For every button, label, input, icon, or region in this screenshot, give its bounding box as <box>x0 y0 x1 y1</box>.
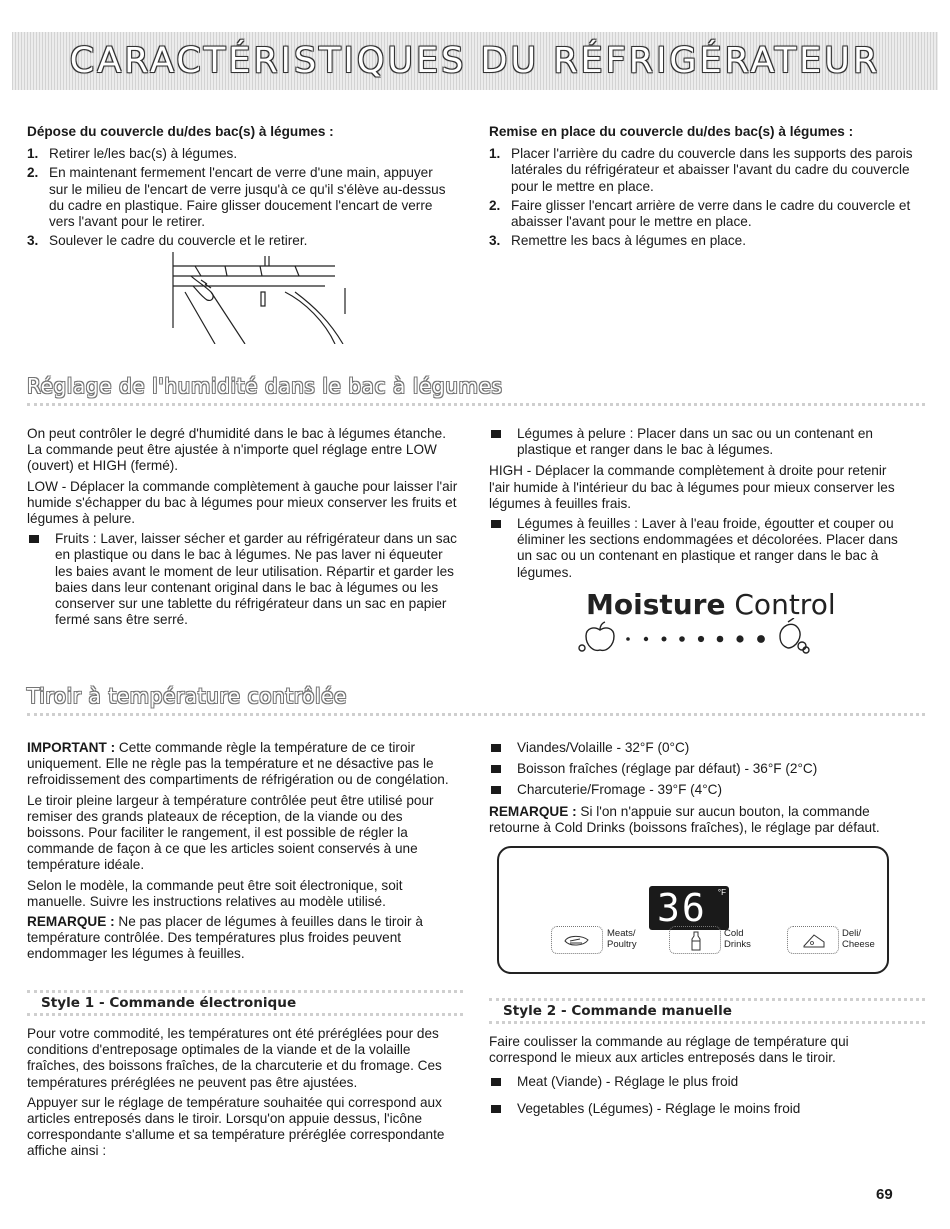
drawer-section-header <box>27 684 925 716</box>
page-number: 69 <box>876 1186 893 1203</box>
bullet-icon <box>491 520 501 528</box>
list-item: Viandes/Volaille - 32°F (0°C) <box>489 740 899 756</box>
moisture-level-dots <box>626 635 765 643</box>
bullet-icon <box>491 786 501 794</box>
replace-cover-heading: Remise en place du couvercle du/des bac(s) à légumes : <box>489 124 854 139</box>
drawer-title: Tiroir à température contrôlée <box>27 684 347 708</box>
humidity-section-header <box>27 374 925 406</box>
cheese-icon <box>802 932 826 950</box>
meats-poultry-label: Meats/ Poultry <box>607 928 637 950</box>
list-item: Meat (Viande) - Réglage le plus froid <box>489 1074 899 1090</box>
bullet-icon <box>29 535 39 543</box>
style2-body <box>489 1034 899 1122</box>
step-item: 3. Soulever le cadre du couvercle et le retirer. <box>27 233 308 249</box>
deli-cheese-label: Deli/ Cheese <box>842 928 875 950</box>
remove-steps <box>27 146 447 249</box>
humidity-fruits-list <box>27 531 463 628</box>
step-item: 1. Retirer le/les bac(s) à légumes. <box>27 146 238 162</box>
cold-drinks-label: Cold Drinks <box>724 928 751 950</box>
drawer-right-column <box>489 740 899 840</box>
bullet-icon <box>491 744 501 752</box>
list-item: Boisson fraîches (réglage par défaut) - 36°F (2°C) <box>489 761 899 777</box>
drawer-default-remark: REMARQUE : Si l'on n'appuie sur aucun bouton, la commande retourne à Cold Drinks (boissons fraîches), le réglage par défaut. <box>489 803 880 835</box>
humidity-right-column <box>489 426 899 586</box>
humidity-high: HIGH - Déplacer la commande complètement à droite pour retenir l'air humide à l'intérieur du bac à légumes pour mieux conserver les légumes à feuilles frais. <box>489 463 895 511</box>
bullet-icon <box>491 1078 501 1086</box>
apple-icon <box>579 622 614 651</box>
drawer-important: IMPORTANT : Cette commande règle la température de ce tiroir uniquement. Elle ne règle pas la température et ne désactive pas le refroidissement des compartiments de réfrigération ou de congélation. <box>27 740 449 788</box>
bullet-icon <box>491 430 501 438</box>
temperature-display: 36 °F <box>649 886 729 930</box>
moisture-control-slider[interactable] <box>574 618 820 656</box>
step-item: 1. Placer l'arrière du cadre du couvercle dans les supports des parois latérales du réfrigérateur et abaisser l'avant du cadre du couvercle pour le mettre en place. <box>489 146 913 194</box>
style2-header: Style 2 - Commande manuelle <box>489 998 925 1024</box>
list-item: Légumes à feuilles : Laver à l'eau froide, égoutter et couper ou éliminer les sections endommagées et décolorées. Placer dans un sac ou un contenant en plastique et ranger dans le bac à légumes. <box>489 516 899 581</box>
humidity-title: Réglage de l'humidité dans le bac à légumes <box>27 374 503 398</box>
bullet-icon <box>491 765 501 773</box>
banner-title: CARACTÉRISTIQUES DU RÉFRIGÉRATEUR <box>69 41 881 81</box>
humidity-intro: On peut contrôler le degré d'humidité dans le bac à légumes étanche. La commande peut être ajustée à n'importe quel réglage entre LOW (ouvert) et HIGH (fermé). <box>27 426 446 474</box>
humidity-low: LOW - Déplacer la commande complètement à gauche pour laisser l'air humide s'échapper du bac à légumes pour mieux conserver les fruits et légumes à pelure. <box>27 478 458 527</box>
drawer-settings-list <box>489 740 899 799</box>
list-item: Légumes à pelure : Placer dans un sac ou un contenant en plastique et ranger dans le bac à légumes. <box>489 426 899 458</box>
replace-steps <box>489 146 919 249</box>
vegetable-icon <box>780 618 809 653</box>
bullet-icon <box>491 1105 501 1113</box>
meats-poultry-button[interactable] <box>551 926 603 954</box>
drawer-left-column <box>27 740 463 967</box>
electronic-control-panel <box>497 846 889 974</box>
style1-header: Style 1 - Commande électronique <box>27 990 463 1016</box>
crisper-cover-illustration <box>165 252 365 344</box>
replace-cover-section <box>489 124 919 252</box>
step-item: 2. En maintenant fermement l'encart de verre d'une main, appuyer sur le milieu de l'encart de verre jusqu'à ce qu'il s'élève au-dessus du cadre en plastique. Faire glisser doucement l'encart de verre vers l'avant pour le retirer. <box>27 165 446 230</box>
list-item: Fruits : Laver, laisser sécher et garder au réfrigérateur dans un sac en plastique ou dans le bac à légumes. Ne pas laver ni équeuter les baies avant le moment de leur utilisation. Répartir et garder les baies dans leur contenant original dans le bac à légumes ou les conserver sur une tablette du réfrigérateur dans un sac en papier fermé sans être serré. <box>27 531 463 628</box>
remove-cover-heading: Dépose du couvercle du/des bac(s) à légumes : <box>27 124 334 139</box>
style2-instructions: Faire coulisser la commande au réglage de température qui correspond le mieux aux articles entreposés dans le tiroir. <box>489 1034 849 1066</box>
humidity-leafy-list <box>489 516 899 581</box>
step-item: 3. Remettre les bacs à légumes en place. <box>489 233 746 249</box>
deli-cheese-button[interactable] <box>787 926 839 954</box>
bottle-icon <box>686 931 706 951</box>
drawer-remark: REMARQUE : Ne pas placer de légumes à feuilles dans le tiroir à température contrôlée. Des températures plus froides peuvent endommager les légumes à feuilles. <box>27 914 423 962</box>
remove-cover-section <box>27 124 447 252</box>
style1-instructions: Appuyer sur le réglage de température souhaitée qui correspond aux articles entreposés dans le tiroir. Lorsqu'on appuie dessus, l'icône correspondante s'allume et sa température préréglée correspondante affiche ainsi : <box>27 1094 445 1159</box>
style1-body <box>27 1026 463 1164</box>
list-item: Vegetables (Légumes) - Réglage le moins froid <box>489 1101 899 1117</box>
cold-drinks-button[interactable] <box>669 926 721 954</box>
step-item: 2. Faire glisser l'encart arrière de verre dans le cadre du couvercle et abaisser l'avant pour le mettre en place. <box>489 197 911 230</box>
drawer-model-note: Selon le modèle, la commande peut être soit électronique, soit manuelle. Suivre les instructions relatives au modèle utilisé. <box>27 877 403 909</box>
style1-preset-info: Pour votre commodité, les températures ont été préréglées pour des conditions d'entreposage optimales de la viande et de la volaille fraîches, des boissons fraîches, de la charcuterie et du fromage. Ces températures préréglées ne peuvent pas être ajustées. <box>27 1026 442 1090</box>
humidity-peel-list <box>489 426 899 458</box>
moisture-control-title: Moisture Control <box>586 588 836 621</box>
list-item: Charcuterie/Fromage - 39°F (4°C) <box>489 782 899 798</box>
page-banner <box>12 32 938 90</box>
humidity-left-column <box>27 426 463 633</box>
drawer-usage: Le tiroir pleine largeur à température contrôlée peut être utilisé pour remiser des grands plateaux de réception, de la viande ou des boissons. Pour faciliter le rangement, il est possible de régler la commande de façon à ce que les articles soient conservés à une température idéale. <box>27 792 434 873</box>
style2-list <box>489 1074 899 1116</box>
meat-icon <box>562 932 592 950</box>
